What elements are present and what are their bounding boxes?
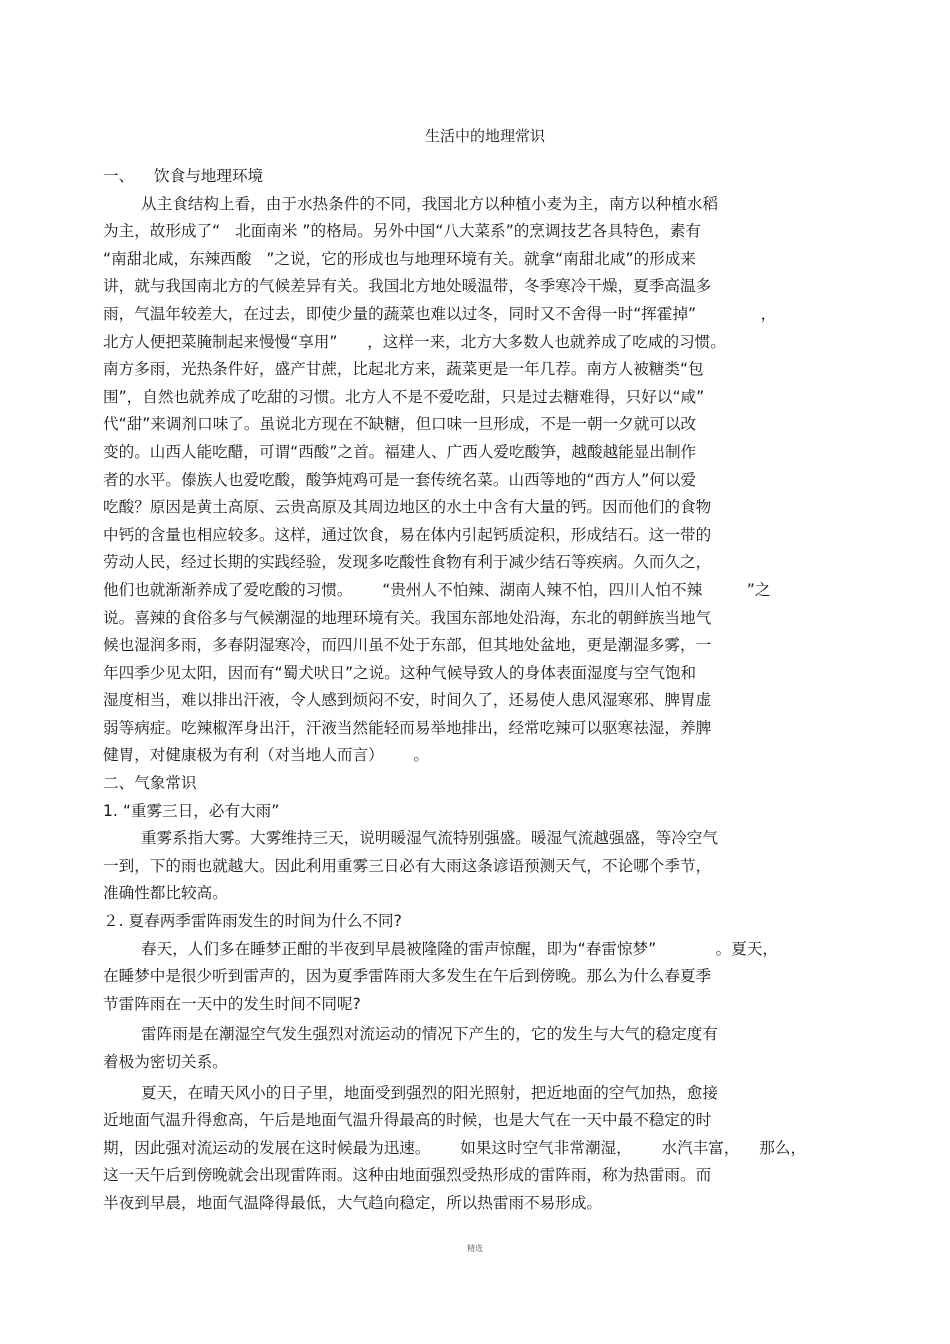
text-line: 为主，故形成了“ 北面南米 ”的格局。另外中国“八大菜系”的烹调技艺各具特色，素有 <box>103 222 701 241</box>
text-line: 劳动人民，经过长期的实践经验，发现多吃酸性食物有利于减少结石等疾病。久而久之， <box>103 553 712 572</box>
text-line: 这一天午后到傍晚就会出现雷阵雨。这种由地面强烈受热形成的雷阵雨，称为热雷雨。而 <box>103 1166 712 1185</box>
text-line: 雨，气温年较差大，在过去，即使少量的蔬菜也难以过冬，同时又不舍得一时“挥霍掉” ， <box>103 304 777 323</box>
page-footer: 精选 <box>467 1244 483 1253</box>
text-line: 期，因此强对流运动的发展在这时候最为迅速。 如果这时空气非常潮湿， 水汽丰富， 那么， <box>103 1138 807 1157</box>
text-line: 吃酸？原因是黄土高原、云贵高原及其周边地区的水土中含有大量的钙。因而他们的食物 <box>103 498 712 517</box>
text-line: 他们也就渐渐养成了爱吃酸的习惯。 “贵州人不怕辣、湖南人辣不怕，四川人怕不辣 ”之 <box>103 580 771 599</box>
text-line: 健胃，对健康极为有利（对当地人而言） 。 <box>103 746 430 765</box>
text-line: 半夜到早晨，地面气温降得最低，大气趋向稳定，所以热雷雨不易形成。 <box>103 1193 603 1212</box>
text-line: 者的水平。傣族人也爱吃酸，酸笋炖鸡可是一套传统名菜。山西等地的“西方人”何以爱 <box>103 470 697 489</box>
text-line: 围”，自然也就养成了吃甜的习惯。北方人不是不爱吃甜，只是过去糖难得，只好以“咸” <box>103 387 705 406</box>
text-line: 1. “重雾三日，必有大雨” <box>103 801 280 820</box>
text-line: 一到，下的雨也就越大。因此利用重雾三日必有大雨这条谚语预测天气，不论哪个季节， <box>103 856 712 875</box>
text-line: 中钙的含量也相应较多。这样，通过饮食，易在体内引起钙质淀积，形成结石。这一带的 <box>103 525 712 544</box>
text-line: 弱等病症。吃辣椒浑身出汗，汗液当然能轻而易举地排出，经常吃辣可以驱寒祛湿，养脾 <box>103 718 712 737</box>
text-line: 节雷阵雨在一天中的发生时间不同呢? <box>103 994 361 1013</box>
text-line: 近地面气温升得愈高，午后是地面气温升得最高的时候，也是大气在一天中最不稳定的时 <box>103 1111 712 1130</box>
text-line: 南方多雨，光热条件好，盛产甘蔗，比起北方来，蔬菜更是一年几荐。南方人被糖类“包 <box>103 360 704 379</box>
text-line: 候也湿润多雨，多春阴湿寒冷，而四川虽不处于东部，但其地处盆地，更是潮湿多雾，一 <box>103 636 712 655</box>
text-line: 从主食结构上看，由于水热条件的不同，我国北方以种植小麦为主，南方以种植水稻 <box>141 194 718 213</box>
text-line: 在睡梦中是很少听到雷声的，因为夏季雷阵雨大多发生在午后到傍晚。那么为什么春夏季 <box>103 967 712 986</box>
text-line: 变的。山西人能吃醋，可谓“西酸”之首。福建人、广西人爱吃酸笋，越酸越能显出制作 <box>103 442 697 461</box>
document-body <box>103 163 847 1218</box>
text-line: 雷阵雨是在潮湿空气发生强烈对流运动的情况下产生的，它的发生与大气的稳定度有 <box>141 1025 718 1044</box>
page-title: 生活中的地理常识 <box>424 127 545 145</box>
text-line: 着极为密切关系。 <box>103 1053 228 1071</box>
text-line: 重雾系指大雾。大雾维持三天，说明暖湿气流特别强盛。暖湿气流越强盛，等冷空气 <box>141 829 718 848</box>
text-line: 夏天，在晴天风小的日子里，地面受到强烈的阳光照射，把近地面的空气加热，愈接 <box>141 1083 718 1102</box>
text-line: “南甜北咸，东辣西酸 ”之说，它的形成也与地理环境有关。就拿“南甜北咸”的形成来 <box>103 249 696 268</box>
text-line: 一、 饮食与地理环境 <box>103 167 264 185</box>
text-line: 湿度相当，难以排出汗液，令人感到烦闷不安，时间久了，还易使人患风湿寒邪、脾胃虚 <box>103 691 712 710</box>
text-line: 代“甜”来调剂口味了。虽说北方现在不缺糖，但口味一旦形成，不是一朝一夕就可以改 <box>103 415 697 434</box>
text-line: ２. 夏春两季雷阵雨发生的时间为什么不同? <box>103 912 402 931</box>
text-line: 北方人便把菜腌制起来慢慢“享用” ，这样一来，北方大多数人也就养成了吃咸的习惯。 <box>103 332 726 351</box>
text-line: 二、气象常识 <box>103 774 197 793</box>
text-line: 准确性都比较高。 <box>103 884 228 903</box>
text-line: 讲，就与我国南北方的气候差异有关。我国北方地处暖温带，冬季寒冷干燥，夏季高温多 <box>103 277 712 296</box>
text-line: 春天，人们多在睡梦正酣的半夜到早晨被隆隆的雷声惊醒，即为“春雷惊梦” 。夏天， <box>141 939 779 958</box>
text-line: 年四季少见太阳，因而有“蜀犬吠日”之说。这种气候导致人的身体表面湿度与空气饱和 <box>103 663 697 682</box>
text-line: 说。喜辣的食俗多与气候潮湿的地理环境有关。我国东部地处沿海，东北的朝鲜族当地气 <box>103 608 712 627</box>
